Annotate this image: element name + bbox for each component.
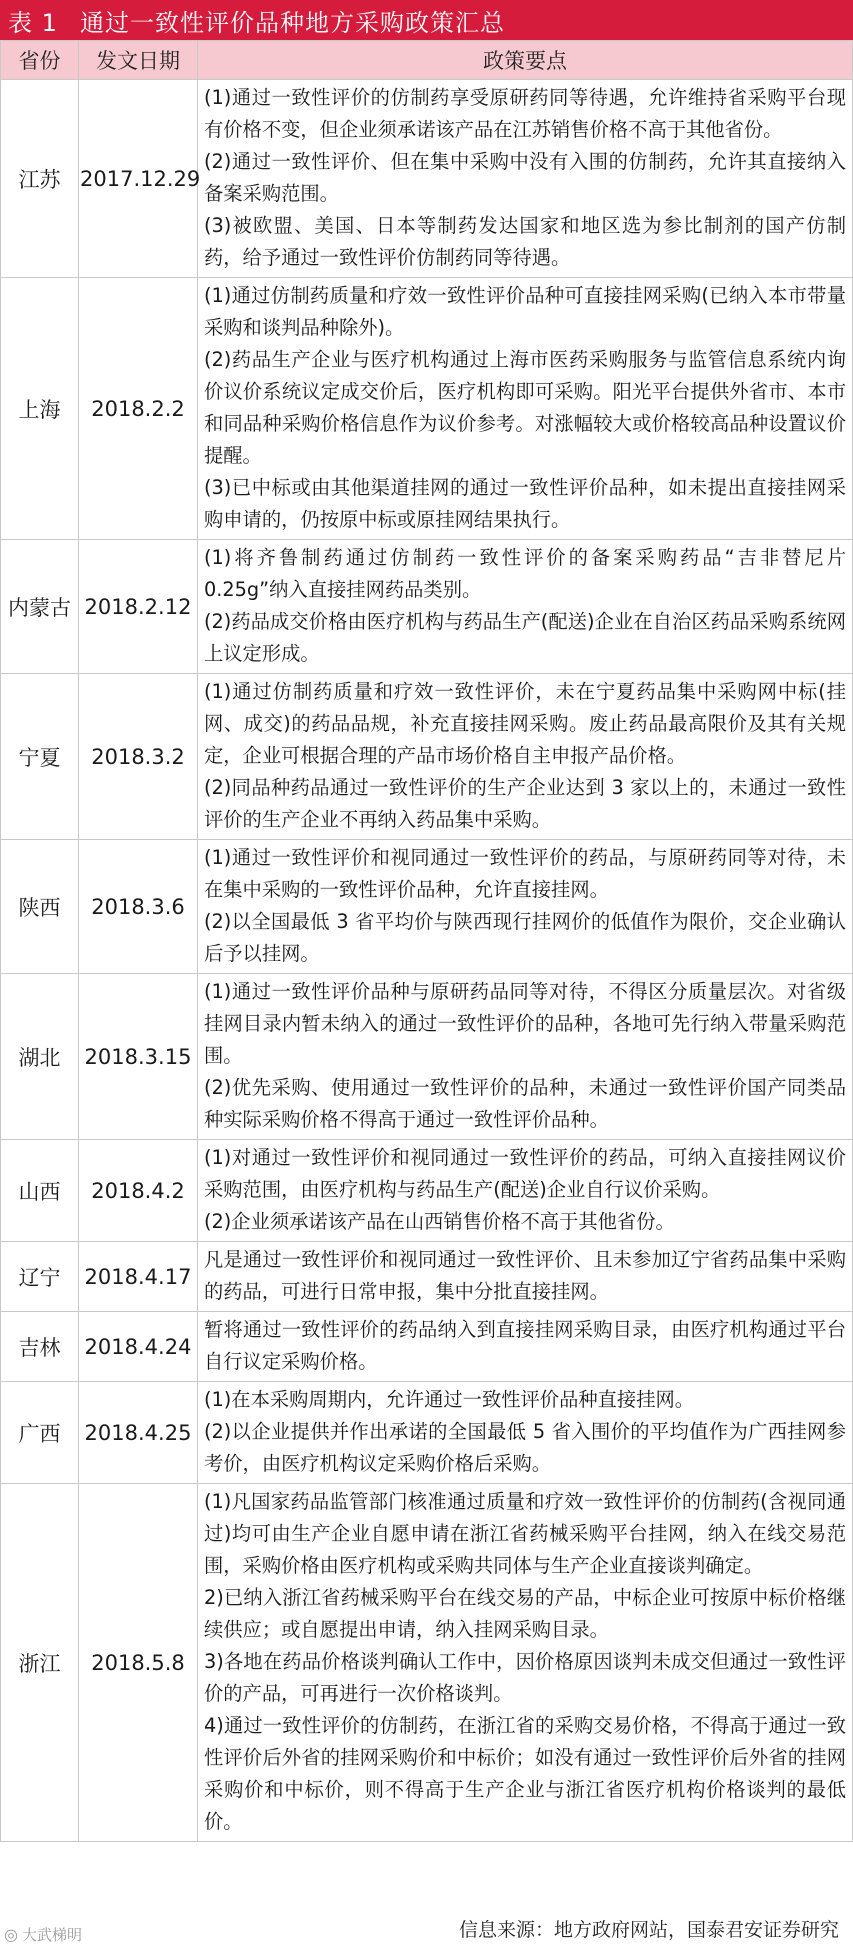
table-header-row (1, 41, 853, 80)
header-province: 省份 (1, 41, 79, 80)
policy-point: (2)以全国最低 3 省平均价与陕西现行挂网价的低值作为限价，交企业确认后予以挂网。 (204, 910, 846, 965)
date-cell: 2018.4.2 (79, 1140, 198, 1242)
table-row (1, 278, 853, 540)
table-row (1, 1242, 853, 1312)
policy-point: (1)在本采购周期内，允许通过一致性评价品种直接挂网。 (204, 1388, 695, 1411)
policy-point: (2)同品种药品通过一致性评价的生产企业达到 3 家以上的，未通过一致性评价的生产企业不再纳入药品集中采购。 (204, 776, 846, 831)
header-date: 发文日期 (79, 41, 198, 80)
policy-point: (1)通过一致性评价品种与原研药品同等对待，不得区分质量层次。对省级挂网目录内暂未纳入的通过一致性评价的品种，各地可先行纳入带量采购范围。 (204, 980, 846, 1067)
table-row (1, 1382, 853, 1484)
policy-point: 暂将通过一致性评价的药品纳入到直接挂网采购目录，由医疗机构通过平台自行议定采购价格。 (204, 1318, 846, 1373)
policy-point: 3)各地在药品价格谈判确认工作中，因价格原因谈判未成交但通过一致性评价的产品，可再进行一次价格谈判。 (204, 1650, 846, 1705)
policy-point: (2)药品生产企业与医疗机构通过上海市医药采购服务与监管信息系统内询价议价系统议定成交价后，医疗机构即可采购。阳光平台提供外省市、本市和同品种采购价格信息作为议价参考。对涨幅较大或价格较高品种设置议价提醒。 (204, 348, 846, 467)
table-row (1, 840, 853, 974)
table-row (1, 540, 853, 674)
header-policy: 政策要点 (198, 41, 853, 80)
policy-point: (2)企业须承诺该产品在山西销售价格不高于其他省份。 (204, 1210, 675, 1233)
policy-point: (1)凡国家药品监管部门核准通过质量和疗效一致性评价的仿制药(含视同通过)均可由生产企业自愿申请在浙江省药械采购平台挂网，纳入在线交易范围，采购价格由医疗机构或采购共同体与生产企业直接谈判确定。 (204, 1490, 846, 1577)
date-cell: 2018.2.12 (79, 540, 198, 674)
date-cell: 2018.3.15 (79, 974, 198, 1140)
policy-cell (198, 1312, 853, 1382)
policy-point: (2)通过一致性评价、但在集中采购中没有入围的仿制药，允许其直接纳入备案采购范围。 (204, 150, 846, 205)
table-title-bar (0, 0, 853, 40)
policy-point: 凡是通过一致性评价和视同通过一致性评价、且未参加辽宁省药品集中采购的药品，可进行日常申报，集中分批直接挂网。 (204, 1248, 846, 1303)
date-cell: 2018.3.6 (79, 840, 198, 974)
policy-point: (1)通过仿制药质量和疗效一致性评价品种可直接挂网采购(已纳入本市带量采购和谈判品种除外)。 (204, 284, 846, 339)
date-cell: 2018.4.17 (79, 1242, 198, 1312)
table-row (1, 1484, 853, 1842)
policy-point: (2)优先采购、使用通过一致性评价的品种，未通过一致性评价国产同类品种实际采购价格不得高于通过一致性评价品种。 (204, 1076, 846, 1131)
province-cell: 浙江 (1, 1484, 79, 1842)
date-cell: 2018.4.24 (79, 1312, 198, 1382)
policy-cell (198, 1484, 853, 1842)
date-cell: 2017.12.29 (79, 80, 198, 278)
policy-cell (198, 80, 853, 278)
province-cell: 广西 (1, 1382, 79, 1484)
policy-point: (1)通过仿制药质量和疗效一致性评价，未在宁夏药品集中采购网中标(挂网、成交)的药品品规，补充直接挂网采购。废止药品最高限价及其有关规定，企业可根据合理的产品市场价格自主申报产品价格。 (204, 680, 846, 767)
watermark (4, 1924, 82, 1945)
policy-point: 4)通过一致性评价的仿制药，在浙江省的采购交易价格，不得高于通过一致性评价后外省的挂网采购价和中标价；如没有通过一致性评价后外省的挂网采购价和中标价，则不得高于生产企业与浙江省医疗机构价格谈判的最低价。 (204, 1714, 846, 1833)
policy-point: (2)以企业提供并作出承诺的全国最低 5 省入围价的平均值作为广西挂网参考价，由医疗机构议定采购价格后采购。 (204, 1420, 846, 1475)
policy-point: (1)通过一致性评价和视同通过一致性评价的药品，与原研药同等对待，未在集中采购的一致性评价品种，允许直接挂网。 (204, 846, 846, 901)
date-cell: 2018.2.2 (79, 278, 198, 540)
policy-cell (198, 278, 853, 540)
date-cell: 2018.4.25 (79, 1382, 198, 1484)
watermark-logo-icon: ◎ (4, 1925, 18, 1944)
date-cell: 2018.5.8 (79, 1484, 198, 1842)
province-cell: 吉林 (1, 1312, 79, 1382)
province-cell: 内蒙古 (1, 540, 79, 674)
policy-cell (198, 840, 853, 974)
table-body (1, 80, 853, 1842)
policy-cell (198, 540, 853, 674)
policy-point: (1)对通过一致性评价和视同通过一致性评价的药品，可纳入直接挂网议价采购范围，由医疗机构与药品生产(配送)企业自行议价采购。 (204, 1146, 846, 1201)
policy-point: (2)药品成交价格由医疗机构与药品生产(配送)企业在自治区药品采购系统网上议定形成。 (204, 610, 846, 665)
table-title: 通过一致性评价品种地方采购政策汇总 (80, 8, 505, 37)
policy-cell (198, 1140, 853, 1242)
policy-point: (1)通过一致性评价的仿制药享受原研药同等待遇，允许维持省采购平台现有价格不变，但企业须承诺该产品在江苏销售价格不高于其他省份。 (204, 86, 846, 141)
table-number: 表 1 (8, 8, 58, 37)
province-cell: 上海 (1, 278, 79, 540)
policy-table (0, 40, 853, 1842)
policy-point: (3)被欧盟、美国、日本等制药发达国家和地区选为参比制剂的国产仿制药，给予通过一致性评价仿制药同等待遇。 (204, 214, 846, 269)
province-cell: 湖北 (1, 974, 79, 1140)
policy-point: (1)将齐鲁制药通过仿制药一致性评价的备案采购药品“吉非替尼片0.25g”纳入直接挂网药品类别。 (204, 546, 846, 601)
policy-cell (198, 1382, 853, 1484)
watermark-text: 大武梯明 (21, 1926, 82, 1944)
policy-cell (198, 674, 853, 840)
province-cell: 陕西 (1, 840, 79, 974)
table-row (1, 674, 853, 840)
province-cell: 山西 (1, 1140, 79, 1242)
province-cell: 江苏 (1, 80, 79, 278)
table-row (1, 80, 853, 278)
date-cell: 2018.3.2 (79, 674, 198, 840)
policy-cell (198, 1242, 853, 1312)
source-note: 信息来源：地方政府网站，国泰君安证券研究 (458, 1919, 839, 1941)
policy-point: (3)已中标或由其他渠道挂网的通过一致性评价品种，如未提出直接挂网采购申请的，仍按原中标或原挂网结果执行。 (204, 476, 846, 531)
province-cell: 宁夏 (1, 674, 79, 840)
policy-cell (198, 974, 853, 1140)
province-cell: 辽宁 (1, 1242, 79, 1312)
policy-point: 2)已纳入浙江省药械采购平台在线交易的产品，中标企业可按原中标价格继续供应；或自愿提出申请，纳入挂网采购目录。 (204, 1586, 846, 1641)
table-row (1, 974, 853, 1140)
table-row (1, 1140, 853, 1242)
table-row (1, 1312, 853, 1382)
